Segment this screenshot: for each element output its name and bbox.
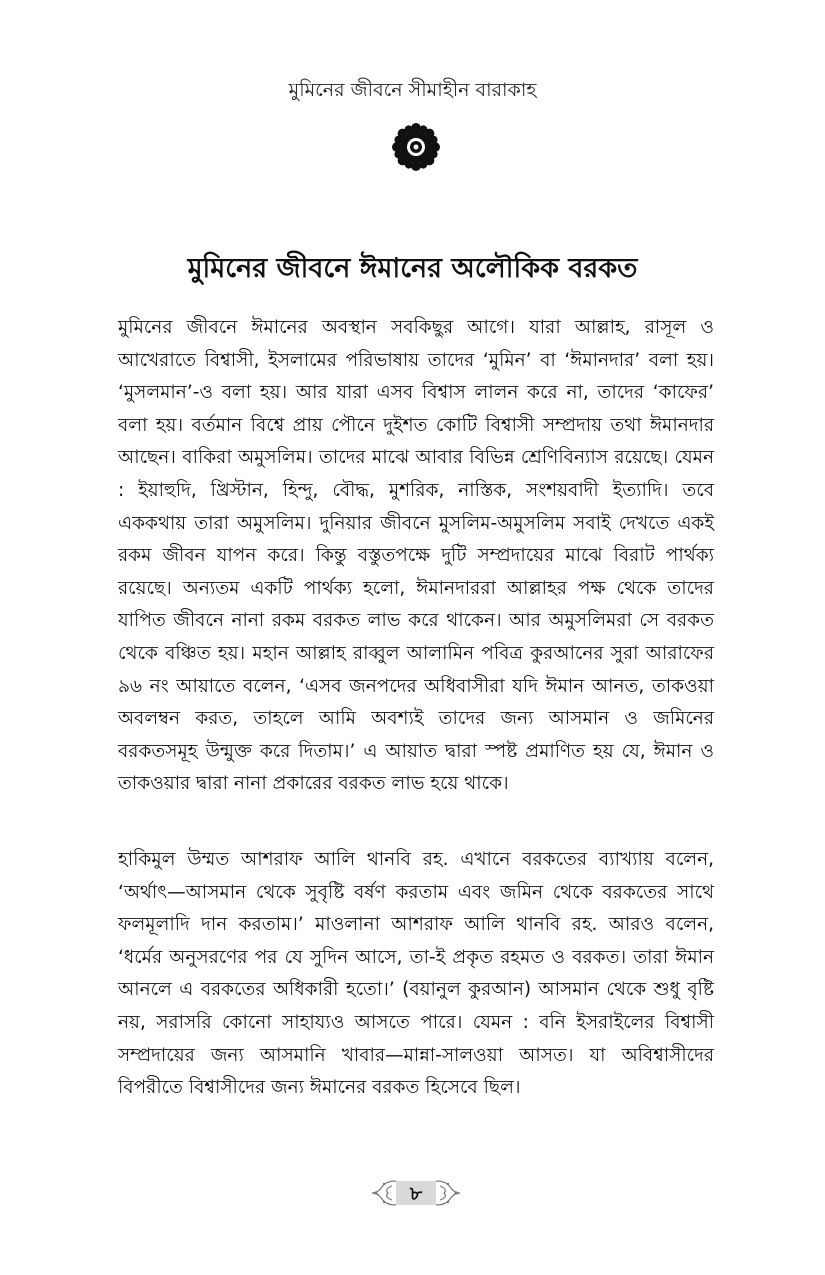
running-header-title: মুমিনের জীবনে সীমাহীন বারাকাহ xyxy=(288,79,537,101)
page-number: ৮ xyxy=(409,1183,423,1205)
chapter-title: মুমিনের জীবনে ঈমানের অলৌকিক বরকত xyxy=(187,253,638,284)
flower-ornament-icon xyxy=(391,122,441,172)
body-paragraph: মুমিনের জীবনে ঈমানের অবস্থান সবকিছুর আগে। যারা আল্লাহ, রাসূল ও আখেরাতে বিশ্বাসী, ইসলামের পরিভাষায় তাদের ‘মুমিন’ বা ‘ঈমানদার’ বলা হয়। ‘মুসলমান’-ও বলা হয়। আর যারা এসব বিশ্বাস লালন করে না, তাদের ‘কাফের’ বলা হয়। বর্তমান বিশ্বে প্রায় পৌনে দুইশত কোটি বিশ্বাসী সম্প্রদায় তথা ঈমানদার আছেন। বাকিরা অমুসলিম। তাদের মাঝে আবার বিভিন্ন শ্রেণিবিন্যাস রয়েছে। যেমন : ইয়াহুদি, খ্রিস্টান, হিন্দু, বৌদ্ধ, মুশরিক, নাস্তিক, সংশয়বাদী ইত্যাদি। তবে এককথায় তারা অমুসলিম। দুনিয়ার জীবনে মুসলিম-অমুসলিম সবাই দেখতে একই রকম জীবন যাপন করে। কিন্তু বস্তুতপক্ষে দুটি সম্প্রদায়ের মাঝে বিরাট পার্থক্য রয়েছে। অন্যতম একটি পার্থক্য হলো, ঈমানদাররা আল্লাহর পক্ষ থেকে তাদের যাপিত জীবনে নানা রকম বরকত লাভ করে থাকেন। আর অমুসলিমরা সে বরকত থেকে বঞ্চিত হয়। মহান আল্লাহ রাব্বুল আলামিন পবিত্র কুরআনের সুরা আরাফের ৯৬ নং আয়াতে বলেন, ‘এসব জনপদের অধিবাসীরা যদি ঈমান আনত, তাকওয়া অবলম্বন করত, তাহলে আমি অবশ্যই তাদের জন্য আসমান ও জমিনের বরকতসমূহ উন্মুক্ত করে দিতাম।’ এ আয়াত দ্বারা স্পষ্ট প্রমাণিত হয় যে, ঈমান ও তাকওয়ার দ্বারা নানা প্রকারের বরকত লাভ হয়ে থাকে। xyxy=(118,317,714,795)
body-paragraph: হাকিমুল উম্মত আশরাফ আলি থানবি রহ. এখানে বরকতের ব্যাখ্যায় বলেন, ‘অর্থাৎ—আসমান থেকে সুবৃষ্টি বর্ষণ করতাম এবং জমিন থেকে বরকতের সাথে ফলমূলাদি দান করতাম।’ মাওলানা আশরাফ আলি থানবি রহ. আরও বলেন, ‘ধর্মের অনুসরণের পর যে সুদিন আসে, তা-ই প্রকৃত রহমত ও বরকত। তারা ঈমান আনলে এ বরকতের অধিকারী হতো।’ (বয়ানুল কুরআন) আসমান থেকে শুধু বৃষ্টি নয়, সরাসরি কোনো সাহায্যও আসতে পারে। যেমন : বনি ইসরাইলের বিশ্বাসী সম্প্রদায়ের জন্য আসমানি খাবার—মান্না-সালওয়া আসত। যা অবিশ্বাসীদের বিপরীতে বিশ্বাসীদের জন্য ঈমানের বরকত হিসেবে ছিল। xyxy=(118,849,714,1099)
